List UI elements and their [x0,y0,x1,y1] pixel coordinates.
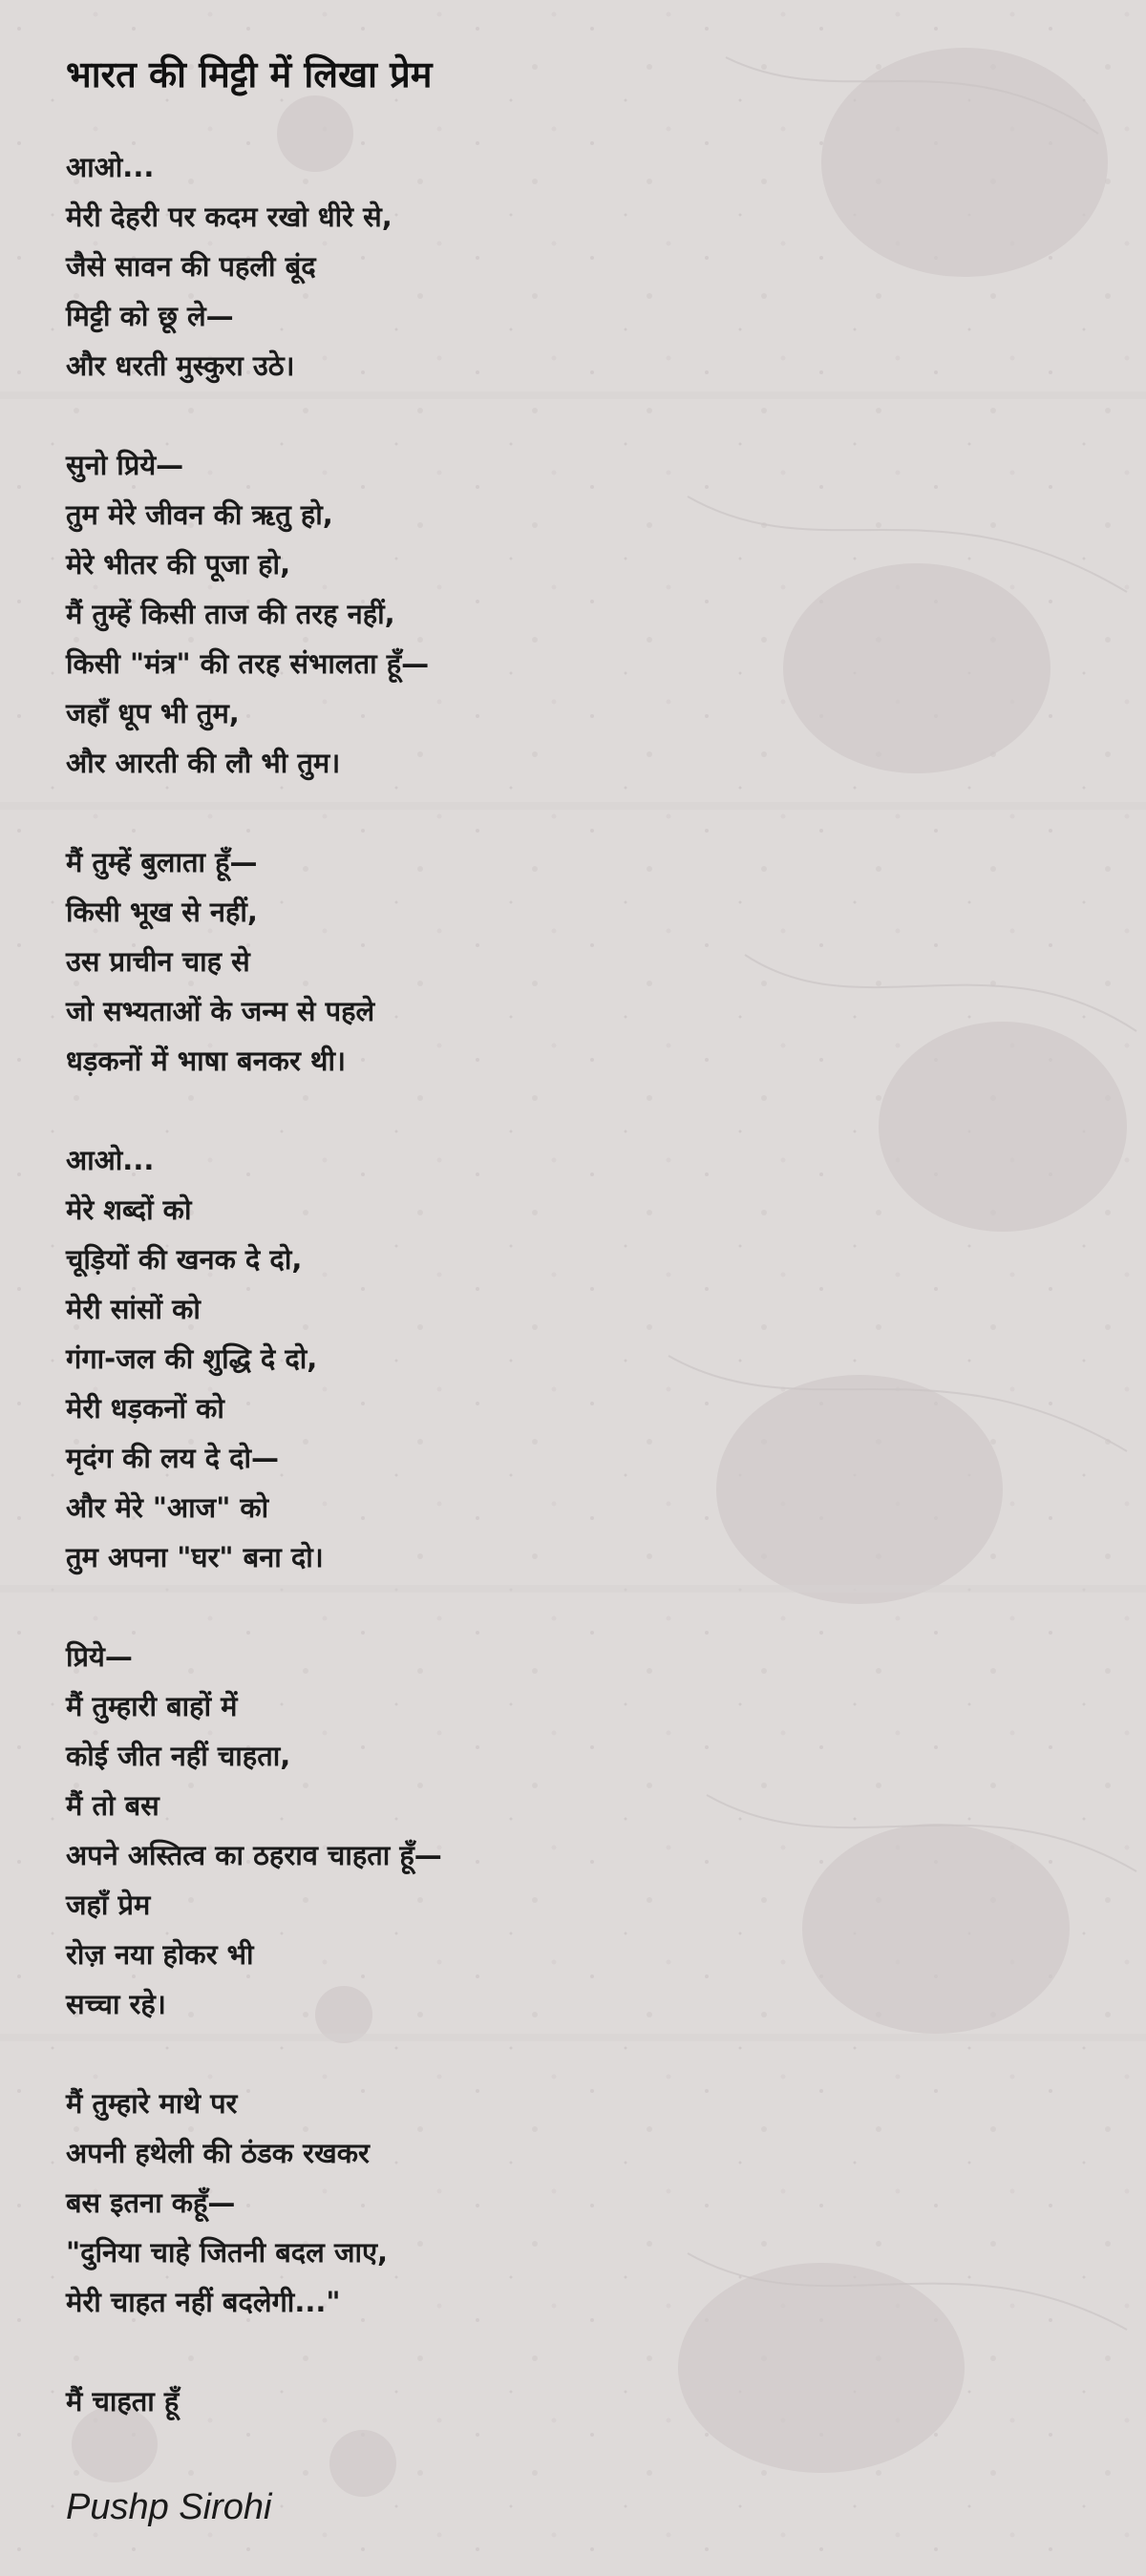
stanza-4 [66,1135,324,1582]
poem-line: मैं तुम्हें किसी ताज की तरह नहीं, [66,598,395,630]
poem-line: मेरी सांसों को [66,1293,201,1325]
poem-line: आओ... [66,1144,155,1176]
poem-line: और धरती मुस्कुरा उठे। [66,349,295,382]
poem-line: प्रिये— [66,1640,133,1673]
poem-line: मैं तुम्हारे माथे पर [66,2087,238,2120]
poem-line: जो सभ्यताओं के जन्म से पहले [66,995,375,1027]
poem-line: मेरे भीतर की पूजा हो, [66,548,291,581]
poem-line: किसी भूख से नहीं, [66,896,258,928]
poem-line: और मेरे "आज" को [66,1491,269,1524]
poem-line: आओ... [66,151,155,183]
poem-line: अपने अस्तित्व का ठहराव चाहता हूँ— [66,1839,442,1871]
poem-line: मैं तुम्हें बुलाता हूँ— [66,846,258,878]
author-name: Pushp Sirohi [66,2487,272,2527]
poem-line: अपनी हथेली की ठंडक रखकर [66,2137,370,2169]
poem-line: सच्चा रहे। [66,1988,166,2020]
poem-line: मिट्टी को छू ले— [66,300,234,332]
stanza-3 [66,837,374,1086]
poem-line: तुम मेरे जीवन की ऋतु हो, [66,498,333,531]
stanza-5 [66,1632,442,2029]
poem-line: मेरी देहरी पर कदम रखो धीरे से, [66,201,393,233]
stanza-1 [66,142,393,391]
stanza-7 [66,2376,179,2426]
poem-line: "दुनिया चाहे जितनी बदल जाए, [66,2236,389,2269]
poem-line: मेरी धड़कनों को [66,1392,224,1425]
poem-line: रोज़ नया होकर भी [66,1938,254,1971]
poem-line: मेरी चाहत नहीं बदलेगी..." [66,2286,341,2318]
poem-line: धड़कनों में भाषा बनकर थी। [66,1045,346,1077]
poem-line: गंगा-जल की शुद्धि दे दो, [66,1342,318,1375]
poem-line: मेरे शब्दों को [66,1193,192,1226]
poem-line: मृदंग की लय दे दो— [66,1442,280,1474]
poem-line: जैसे सावन की पहली बूंद [66,250,316,283]
poem-line: किसी "मंत्र" की तरह संभालता हूँ— [66,647,430,680]
poem-line: और आरती की लौ भी तुम। [66,747,341,779]
poem-line: मैं चाहता हूँ [66,2385,180,2418]
poem-line: कोई जीत नहीं चाहता, [66,1740,291,1772]
stanza-6 [66,2079,388,2327]
poem-line: चूड़ियों की खनक दे दो, [66,1243,303,1276]
poem-line: उस प्राचीन चाह से [66,945,250,978]
poem-line: तुम अपना "घर" बना दो। [66,1541,324,1573]
poem-line: मैं तो बस [66,1789,159,1822]
poem-line: बस इतना कहूँ— [66,2186,236,2219]
poem-line: सुनो प्रिये— [66,449,184,481]
poem-line: मैं तुम्हारी बाहों में [66,1690,238,1722]
poem-line: जहाँ धूप भी तुम, [66,697,240,729]
poem-line: जहाँ प्रेम [66,1889,151,1921]
poem-title: भारत की मिट्टी में लिखा प्रेम [66,53,433,95]
stanza-2 [66,440,429,788]
